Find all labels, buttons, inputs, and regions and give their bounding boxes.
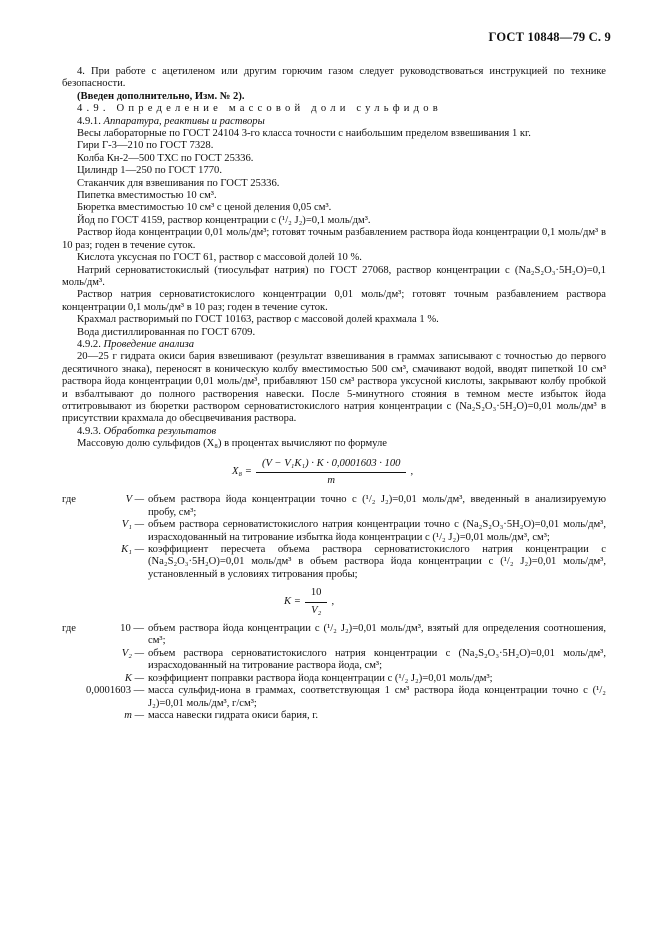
def-text: коэффициент поправки раствора йода концентрации c (¹/₂ J₂)=0,01 моль/дм³;	[148, 672, 493, 684]
list-item: Пипетка вместимостью 10 см³.	[77, 190, 217, 202]
section-4-9-1-heading	[62, 116, 606, 128]
section-4-9-1-title: Аппаратура, реактивы и растворы	[103, 115, 265, 127]
formula-lhs: K =	[284, 595, 301, 607]
list-item: Вода дистиллированная по ГОСТ 6709.	[77, 326, 256, 338]
section-4-9-2-title: Проведение анализа	[103, 338, 195, 350]
where-label: где	[62, 623, 76, 635]
list-item: Бюретка вместимостью 10 см³ с ценой деления 0,05 см³.	[77, 202, 332, 214]
section-number: 4.9.2.	[77, 338, 101, 350]
document-body	[62, 66, 606, 722]
section-4-9-3-title: Обработка результатов	[103, 425, 217, 437]
formula-tail: ,	[410, 466, 414, 478]
section-number: 4.9.3.	[77, 425, 101, 437]
def-key: 10 —	[120, 623, 144, 635]
def-text: объем раствора серноватистокислого натрия концентрации c (Na₂S₂O₃·5H₂O)=0,01 моль/дм³, израсходованный на титрование раствора йода, см³;	[148, 647, 606, 672]
page-header: ГОСТ 10848—79 С. 9	[488, 30, 611, 44]
def-key: m —	[124, 709, 144, 721]
def-text: объем раствора йода концентрации точно c (¹/₂ J₂)=0,01 моль/дм³, введенный в анализируемую пробу, см³;	[148, 494, 606, 518]
formula-tail: ,	[331, 595, 335, 607]
def-key: V₁ —	[121, 519, 144, 531]
definitions-1	[62, 494, 606, 581]
def-text: коэффициент пересчета объема раствора серноватистокислого натрия концентрации c (Na₂S₂O₃·5H₂O)=0,01 моль/дм³ в объем раствора йода концентрации c (¹/₂ J₂)=0,01 моль/дм³, установленный в условиях титрования пробы;	[148, 544, 606, 580]
formula-intro: Массовую долю сульфидов (X₈) в процентах вычисляют по формуле	[77, 438, 387, 450]
list-item: Колба Кн-2—500 ТХС по ГОСТ 25336.	[77, 152, 254, 164]
section-4-9-2-heading	[62, 339, 606, 351]
list-item: Цилиндр 1—250 по ГОСТ 1770.	[77, 165, 222, 177]
formula-fraction	[256, 458, 407, 488]
definitions-2	[62, 623, 606, 722]
list-item: Стаканчик для взвешивания по ГОСТ 25336.	[77, 177, 280, 189]
list-item: Весы лабораторные по ГОСТ 24104 3-го класса точности с наибольшим пределом взвешивания 1 кг.	[77, 128, 531, 140]
list-item: Раствор йода концентрации 0,01 моль/дм³; готовят точным разбавлением раствора йода концентрации 0,1 моль/дм³ в 10 раз; годен в течение суток.	[62, 227, 606, 251]
def-text: масса сульфид-иона в граммах, соответствующая 1 см³ раствора йода концентрации точно c (¹/₂ J₂)=0,01 моль/дм³, г/см³;	[148, 685, 606, 709]
def-text: объем раствора серноватистокислого натрия концентрации точно c (Na₂S₂O₃·5H₂O)=0,01 моль/дм³, израсходованный на титрование избытка йода концентрации c (¹/₂ J₂)=0,01 моль/дм³, см³;	[148, 519, 606, 543]
def-key: 0,0001603 —	[86, 685, 145, 697]
def-text: объем раствора йода концентрации c (¹/₂ J₂)=0,01 моль/дм³, взятый для определения соотношения, см³;	[148, 623, 606, 647]
formula-numerator: 10	[305, 587, 328, 602]
section-4-9-title: 4.9. Определение массовой доли сульфидов	[77, 103, 442, 115]
list-item: Йод по ГОСТ 4159, раствор концентрации c (¹/₂ J₂)=0,1 моль/дм³.	[77, 214, 371, 226]
amendment-note: (Введен дополнительно, Изм. № 2).	[77, 90, 245, 102]
formula-denominator: m	[327, 475, 336, 486]
formula-numerator: (V − V₁K₁) · K · 0,0001603 · 100	[256, 458, 407, 473]
formula-lhs: X₈ =	[232, 466, 252, 478]
def-key: V —	[125, 494, 144, 506]
def-key: K₁ —	[121, 544, 144, 556]
def-key: V₂ —	[121, 647, 144, 659]
section-4-9-3-heading	[62, 426, 606, 438]
formula-x8	[232, 458, 606, 488]
def-key: K —	[124, 672, 144, 684]
formula-fraction	[305, 587, 328, 617]
section-number: 4.9.1.	[77, 115, 101, 127]
analysis-paragraph: 20—25 г гидрата окиси бария взвешивают (результат взвешивания в граммах записывают с точностью до первого десятичного знака), переносят в коническую колбу вместимостью 500 см³, смачивают водой, вводят пипеткой 10 см³ раствора йода концентрации 0,01 моль/дм³, прибавляют 150 см³ раствора уксусной кислоты, закрывают колбу пробкой и взбалтывают до полного растворения навески. После 5-минутного стояния в темном месте избыток йода оттитровывают из бюретки раствором серноватистокислого натрия концентрации c (Na₂S₂O₃·5H₂O)=0,01 моль/дм³ в присутствии крахмала до обесцвечивания раствора.	[62, 351, 606, 425]
formula-k	[284, 587, 606, 617]
note-4: 4. При работе с ацетиленом или другим горючим газом следует руководствоваться инструкцией по технике безопасности.	[62, 66, 606, 90]
list-item: Кислота уксусная по ГОСТ 61, раствор с массовой долей 10 %.	[77, 252, 362, 264]
formula-denominator: V₂	[311, 604, 322, 616]
def-text: масса навески гидрата окиси бария, г.	[148, 709, 319, 721]
list-item: Раствор натрия серноватистокислого концентрации 0,01 моль/дм³; готовят точным разбавлением раствора концентрации 0,1 моль/дм³ в 10 раз; годен в течение суток.	[62, 289, 606, 313]
list-item: Гири Г-3—210 по ГОСТ 7328.	[77, 140, 214, 152]
list-item: Крахмал растворимый по ГОСТ 10163, раствор с массовой долей крахмала 1 %.	[77, 314, 439, 326]
list-item: Натрий серноватистокислый (тиосульфат натрия) по ГОСТ 27068, раствор концентрации c (Na₂S₂O₃·5H₂O)=0,1 моль/дм³.	[62, 264, 606, 288]
where-label: где	[62, 494, 76, 506]
